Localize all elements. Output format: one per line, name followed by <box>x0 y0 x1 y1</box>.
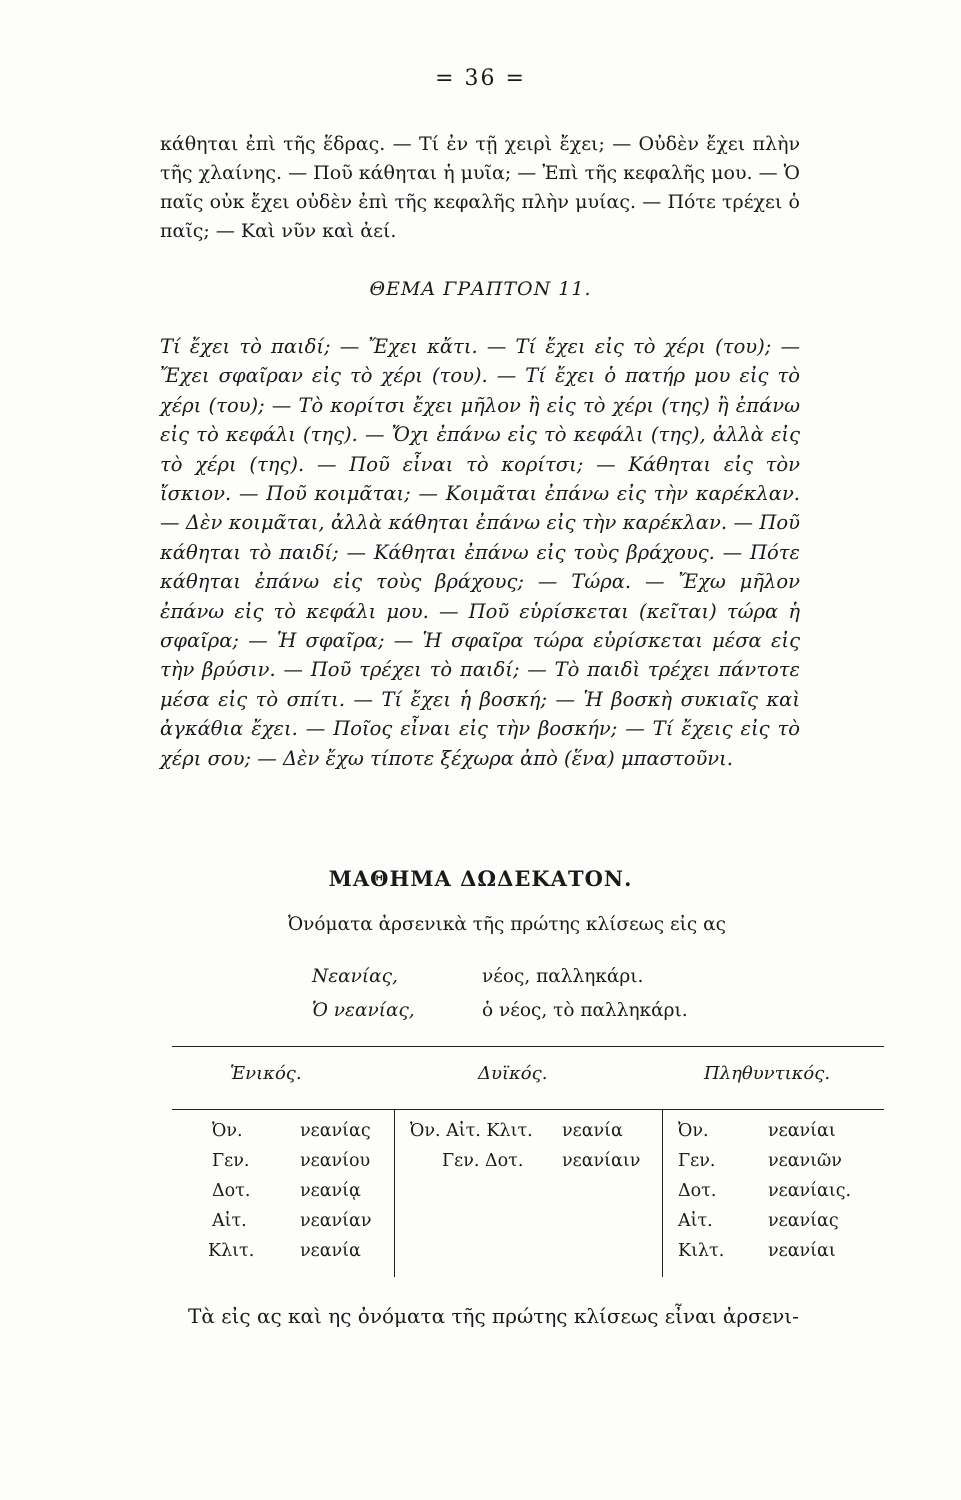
lesson-intro: Ὀνόματα ἀρσενικὰ τῆς πρώτης κλίσεως εἰς ας <box>288 914 726 935</box>
dialogue-paragraph: κάθηται ἐπὶ τῆς ἕδρας. — Τί ἐν τῇ χειρὶ ἔχει; — Οὐδὲν ἔχει πλὴν τῆς χλαίνης. — Ποῦ κάθηται ἡ μυῖα; — Ἐπὶ τῆς κεφαλῆς μου. — Ὁ παῖς οὐκ ἔχει οὐδὲν ἐπὶ τῆς κεφαλῆς πλὴν μυίας. — Πότε τρέχει ὁ παῖς; — Καὶ νῦν καὶ ἀεί. <box>160 133 800 242</box>
case-form: νεανίας <box>300 1121 371 1141</box>
case-label: Δοτ. <box>678 1181 717 1201</box>
example-row <box>312 1000 688 1021</box>
case-form: νεανίαι <box>768 1121 836 1141</box>
closing-text-line: Τὰ εἰς ας καὶ ης ὀνόματα τῆς πρώτης κλίσεως εἶναι ἀρσενι- <box>188 1304 799 1328</box>
lesson-heading: ΜΑΘΗΜΑ ΔΩΔΕΚΑΤΟΝ. <box>328 866 633 891</box>
case-label: Κιλτ. <box>678 1241 725 1261</box>
page-number: = 36 = <box>435 66 526 91</box>
case-label: Γεν. Δοτ. <box>442 1151 524 1171</box>
plural-header: Πληθυντικός. <box>704 1063 831 1084</box>
case-form: νεανίαι <box>768 1241 836 1261</box>
case-form: νεανιῶν <box>768 1151 842 1171</box>
exercise-paragraph: Τί ἔχει τὸ παιδί; — Ἔχει κἄτι. — Τί ἔχει εἰς τὸ χέρι (του); — Ἔχει σφαῖραν εἰς τὸ χέρι (του). — Τί ἔχει ὁ πατήρ μου εἰς τὸ χέρι (του); — Τὸ κορίτσι ἔχει μῆλον ἢ εἰς τὸ χέρι (της) ἢ ἐπάνω εἰς τὸ κεφάλι (της). — Ὄχι ἐπάνω εἰς τὸ κεφάλι (της), ἀλλὰ εἰς τὸ χέρι (της). — Ποῦ εἶναι τὸ κορίτσι; — Κάθηται εἰς τὸν ἴσκιον. — Ποῦ κοιμᾶται; — Κοιμᾶται ἐπάνω εἰς τὴν καρέκλαν. — Δὲν κοιμᾶται, ἀλλὰ κάθηται ἐπάνω εἰς τὴν καρέκλαν. — Ποῦ κάθηται τὸ παιδί; — Κάθηται ἐπάνω εἰς τοὺς βράχους. — Πότε κάθηται ἐπάνω εἰς τοὺς βράχους; — Τώρα. — Ἔχω μῆλον ἐπάνω εἰς τὸ κεφάλι μου. — Ποῦ εὑρίσκεται (κεῖται) τώρα ἡ σφαῖρα; — Ἡ σφαῖρα; — Ἡ σφαῖρα τώρα εὑρίσκεται μέσα εἰς τὴν βρύσιν. — Ποῦ τρέχει τὸ παιδί; — Τὸ παιδὶ τρέχει πάντοτε μέσα εἰς τὸ σπίτι. — Τί ἔχει ἡ βοσκή; — Ἡ βοσκὴ συκιαῖς καὶ ἀγκάθια ἔχει. — Ποῖος εἶναι εἰς τὴν βοσκήν; — Τί ἔχεις εἰς τὸ χέρι σου; — Δὲν ἔχω τίποτε ξέχωρα ἀπὸ (ἕνα) μπαστοῦνι. <box>160 335 800 770</box>
case-form: νεανίας <box>768 1211 839 1231</box>
case-label: Αἰτ. <box>212 1211 247 1231</box>
table-column-rule <box>394 1109 395 1277</box>
example-word: Ὁ νεανίας, <box>312 1000 415 1021</box>
example-word: Νεανίας, <box>312 966 398 987</box>
singular-header: Ἑνικός. <box>230 1063 302 1084</box>
case-form: νεανίαν <box>300 1211 372 1231</box>
case-form: νεανίαις. <box>768 1181 852 1201</box>
declension-table <box>172 1046 884 1277</box>
dual-header: Δυϊκός. <box>478 1063 548 1084</box>
case-label: Γεν. <box>212 1151 250 1171</box>
case-label: Δοτ. <box>212 1181 251 1201</box>
case-label: Αἰτ. <box>678 1211 713 1231</box>
case-label: Ὀν. <box>212 1121 243 1141</box>
case-form: νεανίᾳ <box>300 1181 361 1201</box>
case-label: Γεν. <box>678 1151 716 1171</box>
written-exercise-heading: ΘΕΜΑ ΓΡΑΠΤΟΝ 11. <box>369 278 592 300</box>
case-form: νεανία <box>562 1121 623 1141</box>
case-form: νεανίαιν <box>562 1151 641 1171</box>
case-form: νεανίου <box>300 1151 371 1171</box>
case-label: Ὀν. <box>678 1121 709 1141</box>
case-form: νεανία <box>300 1241 361 1261</box>
example-row <box>312 966 644 987</box>
table-divider <box>172 1109 884 1110</box>
example-meaning: ὁ νέος, τὸ παλληκάρι. <box>482 1000 688 1021</box>
example-meaning: νέος, παλληκάρι. <box>482 966 644 987</box>
case-label: Ὀν. Αἰτ. Κλιτ. <box>410 1121 533 1141</box>
table-column-rule <box>662 1109 663 1277</box>
case-label: Κλιτ. <box>208 1241 255 1261</box>
